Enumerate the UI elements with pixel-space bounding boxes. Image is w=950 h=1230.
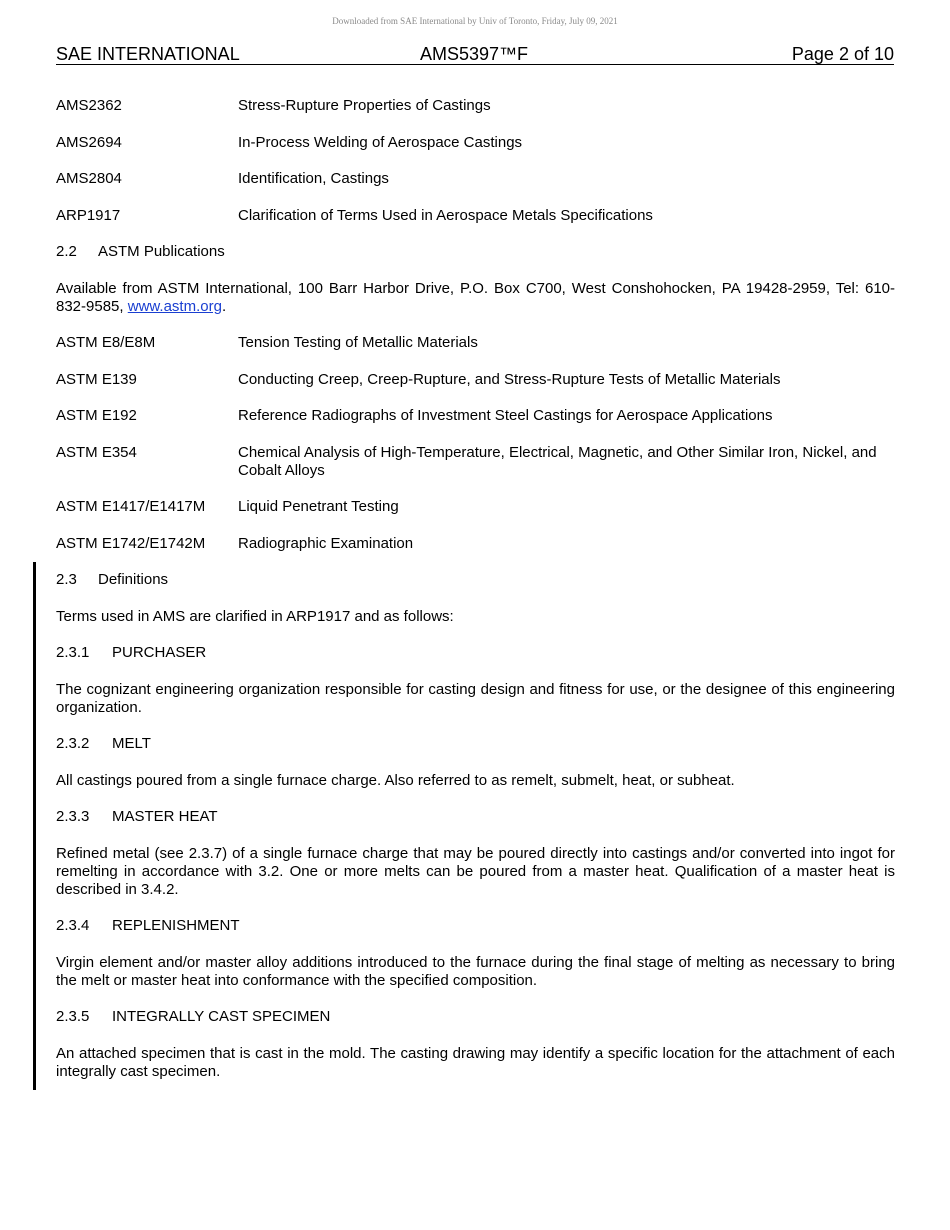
reference-row [56, 334, 895, 352]
definition-heading [56, 917, 895, 935]
definition-term: PURCHASER [112, 644, 207, 661]
section-number: 2.2 [56, 243, 77, 260]
section-title: ASTM Publications [98, 243, 225, 260]
reference-code: ARP1917 [56, 206, 121, 224]
reference-code: ASTM E1417/E1417M [56, 498, 206, 515]
reference-code: ASTM E354 [56, 443, 137, 461]
page-header [56, 44, 894, 65]
definition-term: MELT [112, 735, 151, 752]
definition-number: 2.3.5 [56, 1008, 90, 1025]
definition-heading [56, 808, 895, 826]
definition-term: INTEGRALLY CAST SPECIMEN [112, 1008, 331, 1025]
reference-title: Tension Testing of Metallic Materials [238, 334, 478, 351]
definition-heading [56, 644, 895, 662]
header-org: SAE INTERNATIONAL [56, 44, 240, 64]
reference-row [56, 97, 895, 115]
reference-row [56, 134, 895, 152]
definition-term: MASTER HEAT [112, 808, 218, 825]
reference-code: ASTM E192 [56, 407, 137, 424]
reference-title: Identification, Castings [238, 170, 389, 187]
definition-text: An attached specimen that is cast in the mold. The casting drawing may identify a specific location for the attachment of each integrally cast specimen. [56, 1044, 895, 1080]
reference-row [56, 207, 895, 225]
definition-number: 2.3.3 [56, 808, 90, 825]
reference-title: Clarification of Terms Used in Aerospace Metals Specifications [238, 206, 653, 224]
download-watermark: Downloaded from SAE International by Univ of Toronto, Friday, July 09, 2021 [332, 16, 618, 26]
reference-code: ASTM E139 [56, 370, 137, 388]
reference-row [56, 498, 895, 516]
section-heading-definitions [56, 571, 895, 589]
definition-number: 2.3.4 [56, 917, 90, 934]
reference-title: Liquid Penetrant Testing [238, 498, 399, 515]
section-title: Definitions [98, 571, 169, 588]
reference-title: Radiographic Examination [238, 534, 414, 552]
reference-row [56, 407, 895, 425]
definition-text: The cognizant engineering organization responsible for casting design and fitness for use, or the designee of this engineering organization. [56, 680, 895, 716]
reference-title: In-Process Welding of Aerospace Castings [238, 133, 523, 151]
definitions-intro: Terms used in AMS are clarified in ARP1917 and as follows: [56, 607, 454, 625]
header-page-number: Page 2 of 10 [791, 44, 894, 64]
definition-heading [56, 735, 895, 753]
reference-code: AMS2694 [56, 133, 122, 151]
document-body [56, 97, 895, 1099]
reference-row [56, 535, 895, 553]
section-number: 2.3 [56, 571, 77, 588]
reference-code: AMS2804 [56, 170, 122, 187]
reference-code: ASTM E8/E8M [56, 334, 156, 351]
reference-code: AMS2362 [56, 97, 122, 114]
reference-title: Chemical Analysis of High-Temperature, Electrical, Magnetic, and Other Similar Iron, Nickel, and Cobalt Alloys [238, 443, 877, 479]
reference-title: Stress-Rupture Properties of Castings [238, 97, 491, 114]
definition-text: Virgin element and/or master alloy additions introduced to the furnace during the final stage of melting as necessary to bring the melt or master heat into conformance with the specified composition. [56, 953, 895, 989]
definition-number: 2.3.2 [56, 735, 90, 752]
definition-text: All castings poured from a single furnace charge. Also referred to as remelt, submelt, heat, or subheat. [56, 771, 735, 789]
definition-number: 2.3.1 [56, 644, 90, 661]
availability-text: Available from ASTM International, 100 Barr Harbor Drive, P.O. Box C700, West Conshohocken, PA 19428-2959, Tel: 610-832-9585, [56, 279, 895, 315]
reference-title: Conducting Creep, Creep-Rupture, and Stress-Rupture Tests of Metallic Materials [238, 370, 781, 388]
reference-code: ASTM E1742/E1742M [56, 534, 206, 552]
definition-text: Refined metal (see 2.3.7) of a single furnace charge that may be poured directly into castings and/or converted into ingot for remelting in accordance with 3.2. One or more melts can be poured from a master heat. Qualification of a master heat is described in 3.4.2. [56, 844, 895, 898]
astm-website-link[interactable]: www.astm.org [127, 297, 222, 315]
reference-row [56, 170, 895, 188]
definition-heading [56, 1008, 895, 1026]
astm-availability [56, 280, 895, 316]
reference-row [56, 371, 895, 389]
header-doc-number: AMS5397™F [420, 44, 529, 64]
definition-term: REPLENISHMENT [112, 917, 240, 934]
section-heading-astm [56, 243, 895, 261]
reference-row [56, 444, 895, 480]
availability-end: . [221, 297, 227, 315]
revision-change-bar [33, 562, 36, 1090]
reference-title: Reference Radiographs of Investment Steel Castings for Aerospace Applications [238, 407, 773, 424]
